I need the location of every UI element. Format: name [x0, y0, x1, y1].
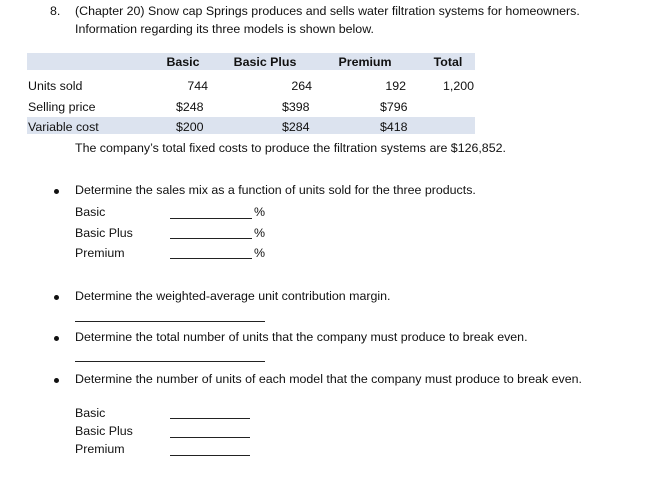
answer-line-units-premium[interactable]: [170, 455, 250, 456]
bullet-icon: [54, 336, 59, 341]
units-label-basic-plus: Basic Plus: [75, 424, 133, 438]
units-label-premium: Premium: [75, 442, 125, 456]
sales-mix-label-premium: Premium: [75, 246, 125, 260]
column-header-premium: Premium: [338, 55, 392, 69]
units-label-basic: Basic: [75, 406, 106, 420]
percent-sign: %: [254, 246, 266, 260]
cell-varcost-premium: $418: [380, 120, 408, 134]
cell-varcost-basic: $200: [176, 120, 204, 134]
cell-units-total: 1,200: [442, 79, 474, 93]
answer-line-sales-mix-basic[interactable]: [170, 218, 252, 219]
row-label-units-sold: Units sold: [28, 79, 83, 93]
question-text-line1: (Chapter 20) Snow cap Springs produces and sells water filtration systems for homeowners.: [75, 4, 580, 18]
question-text-line2: Information regarding its three models is shown below.: [75, 22, 374, 36]
task-weighted-average-ucm: Determine the weighted-average unit contribution margin.: [75, 289, 391, 303]
answer-line-sales-mix-basic-plus[interactable]: [170, 238, 252, 239]
cell-varcost-basic-plus: $284: [282, 120, 310, 134]
cell-price-premium: $796: [380, 100, 408, 114]
task-break-even-total-units: Determine the total number of units that the company must produce to break even.: [75, 330, 528, 344]
column-header-total: Total: [433, 55, 463, 69]
sales-mix-label-basic: Basic: [75, 205, 106, 219]
answer-line-sales-mix-premium[interactable]: [170, 258, 252, 259]
row-label-selling-price: Selling price: [28, 100, 96, 114]
bullet-icon: [54, 378, 59, 383]
cell-units-premium: 192: [385, 79, 406, 93]
answer-line-weighted-average-ucm[interactable]: [75, 321, 265, 322]
cell-price-basic-plus: $398: [282, 100, 310, 114]
task-sales-mix: Determine the sales mix as a function of units sold for the three products.: [75, 183, 476, 197]
cell-units-basic: 744: [187, 79, 208, 93]
row-label-variable-cost: Variable cost: [28, 120, 99, 134]
column-header-basic: Basic: [166, 55, 200, 69]
percent-sign: %: [254, 205, 266, 219]
answer-line-break-even-total-units[interactable]: [75, 361, 265, 362]
task-break-even-units-per-model: Determine the number of units of each model that the company must produce to break even.: [75, 372, 582, 386]
cell-units-basic-plus: 264: [291, 79, 312, 93]
percent-sign: %: [254, 226, 266, 240]
cell-price-basic: $248: [176, 100, 204, 114]
bullet-icon: [54, 189, 59, 194]
question-number: 8.: [50, 4, 61, 18]
answer-line-units-basic-plus[interactable]: [170, 437, 250, 438]
fixed-costs-statement: The company’s total fixed costs to produce the filtration systems are $126,852.: [75, 141, 506, 155]
bullet-icon: [54, 295, 59, 300]
column-header-basic-plus: Basic Plus: [233, 55, 297, 69]
sales-mix-label-basic-plus: Basic Plus: [75, 226, 133, 240]
answer-line-units-basic[interactable]: [170, 418, 250, 419]
